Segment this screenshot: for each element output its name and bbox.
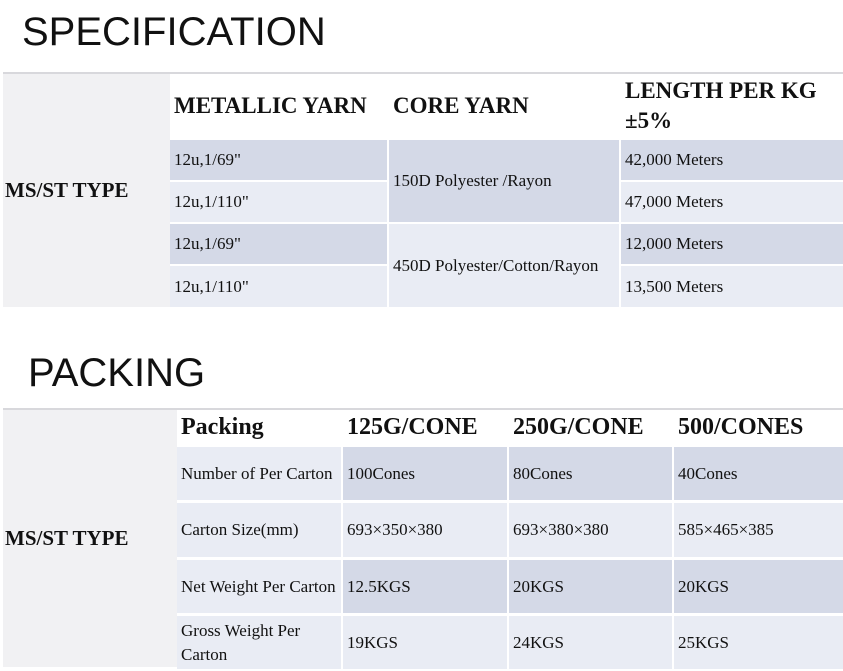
packing-value-cell: 24KGS	[509, 613, 674, 669]
spec-core-cell: 450D Polyester/Cotton/Rayon	[389, 222, 621, 307]
table-row	[177, 557, 843, 613]
packing-row-label-cell: Gross Weight Per Carton	[177, 613, 343, 669]
spec-header-row	[170, 72, 843, 138]
packing-header-packing: Packing	[177, 408, 343, 444]
packing-value-cell: 20KGS	[674, 557, 843, 613]
packing-value-cell: 693×350×380	[343, 500, 509, 557]
spec-metallic-cell: 12u,1/110"	[170, 264, 389, 307]
specification-table	[170, 72, 843, 307]
table-row	[170, 222, 843, 264]
packing-header-500-cones: 500/CONES	[674, 408, 843, 444]
packing-value-cell: 100Cones	[343, 444, 509, 500]
spec-length-cell: 42,000 Meters	[621, 138, 843, 180]
spec-metallic-cell: 12u,1/69"	[170, 222, 389, 264]
specification-heading: SPECIFICATION	[22, 10, 326, 54]
packing-header-125g-cone: 125G/CONE	[343, 408, 509, 444]
spec-header-length-per-kg: LENGTH PER KG ±5%	[621, 72, 843, 138]
spec-length-cell: 47,000 Meters	[621, 180, 843, 222]
spec-length-cell: 12,000 Meters	[621, 222, 843, 264]
packing-header-row	[177, 408, 843, 444]
packing-value-cell: 19KGS	[343, 613, 509, 669]
spec-length-cell: 13,500 Meters	[621, 264, 843, 307]
packing-value-cell: 20KGS	[509, 557, 674, 613]
packing-value-cell: 40Cones	[674, 444, 843, 500]
packing-value-cell: 25KGS	[674, 613, 843, 669]
packing-heading: PACKING	[28, 351, 206, 395]
packing-value-cell: 585×465×385	[674, 500, 843, 557]
spec-metallic-cell: 12u,1/69"	[170, 138, 389, 180]
packing-row-label: MS/ST TYPE	[3, 408, 177, 667]
packing-table-block	[3, 408, 843, 667]
packing-value-cell: 693×380×380	[509, 500, 674, 557]
packing-value-cell: 80Cones	[509, 444, 674, 500]
packing-row-label-cell: Number of Per Carton	[177, 444, 343, 500]
packing-row-label-cell: Net Weight Per Carton	[177, 557, 343, 613]
spec-metallic-cell: 12u,1/110"	[170, 180, 389, 222]
spec-header-metallic-yarn: METALLIC YARN	[170, 72, 389, 138]
table-row	[177, 613, 843, 669]
spec-header-core-yarn: CORE YARN	[389, 72, 621, 138]
spec-row-label: MS/ST TYPE	[3, 72, 172, 307]
packing-value-cell: 12.5KGS	[343, 557, 509, 613]
table-row	[170, 138, 843, 180]
spec-core-cell: 150D Polyester /Rayon	[389, 138, 621, 222]
packing-row-label-cell: Carton Size(mm)	[177, 500, 343, 557]
table-row	[177, 444, 843, 500]
packing-header-250g-cone: 250G/CONE	[509, 408, 674, 444]
table-row	[177, 500, 843, 557]
specification-table-block	[3, 72, 843, 307]
packing-table	[177, 408, 843, 669]
